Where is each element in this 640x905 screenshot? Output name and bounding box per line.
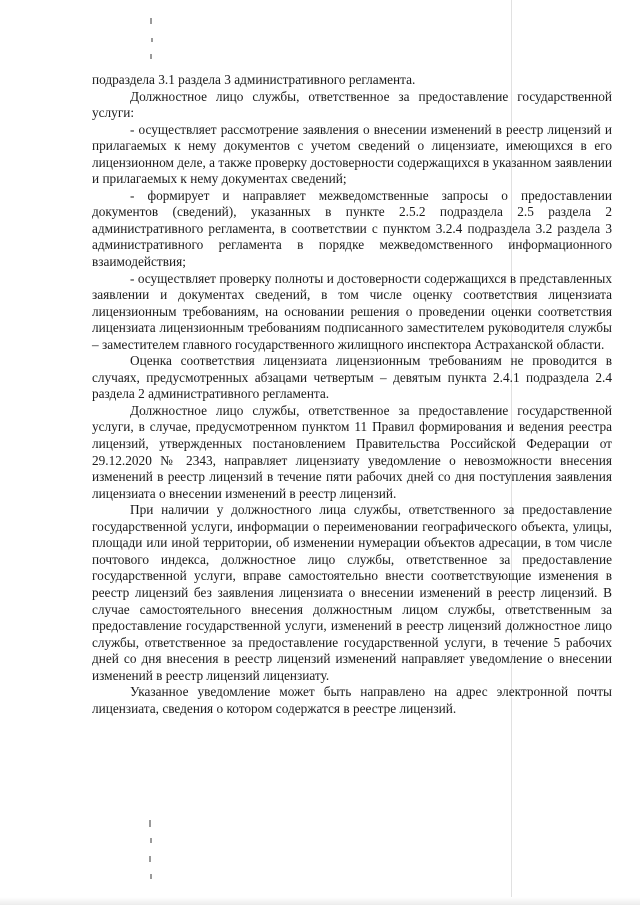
paragraph: Должностное лицо службы, ответственное за предоставление государственной услуги: [92,88,612,121]
scan-speck [150,838,152,843]
paragraph: подраздела 3.1 раздела 3 административного регламента. [92,72,416,87]
paragraph: - осуществляет рассмотрение заявления о внесении изменений в реестр лицензий и прилагаемых к нему документов с учетом сведений о лицензиате, имеющихся в его лицензионном деле, а также проверку достоверности содержащихся в указанном заявлении и прилагаемых к нему документах сведений; [92,121,612,187]
scan-speck [150,54,152,59]
paragraph: Должностное лицо службы, ответственное за предоставление государственной услуги, в случае, предусмотренном пунктом 11 Правил формирования и ведения реестра лицензий, утвержденных постановлением Правительства Российской Федерации от 29.12.2020 № 2343, направляет лицензиату уведомление о невозможности внесения изменений в реестр лицензий в течение пяти рабочих дней со дня поступления заявления лицензиата о внесении изменений в реестр лицензий. [92,402,612,501]
scan-speck [151,38,153,42]
scan-bottom-edge [0,897,640,905]
paragraph: При наличии у должностного лица службы, ответственного за предоставление государственной услуги, информации о переименовании географического объекта, улицы, площади или иной территории, об изменении нумерации объектов адресации, в том числе почтового индекса, должностное лицо службы, ответственное за предоставление государственной услуги, вправе самостоятельно внести соответствующие изменения в реестр лицензий без заявления лицензиата о внесении изменений в реестр лицензий. В случае самостоятельного внесения должностным лицом службы, ответственным за предоставление государственной услуги, изменений в реестр лицензий должностное лицо службы, ответственное за предоставление государственной услуги, в течение 5 рабочих дней со дня внесения в реестр лицензий изменений направляет уведомление о внесении изменений в реестр лицензий лицензиату. [92,502,612,683]
paragraph: Оценка соответствия лицензиата лицензионным требованиям не проводится в случаях, предусмотренных абзацами четвертым – девятым пункта 2.4.1 подраздела 2.4 раздела 2 административного регламента. [92,353,612,402]
scan-speck [150,874,152,879]
paragraph: - осуществляет проверку полноты и достоверности содержащихся в представленных заявлении и документах сведений, в том числе оценку соответствия лицензиата лицензионным требованиям, на основании решения о проведении оценки соответствия лицензиата лицензионным требованиям подписанного заместителем руководителя службы – заместителем главного государственного жилищного инспектора Астраханской области. [92,270,612,352]
scan-speck [149,856,151,862]
scan-speck [150,18,152,24]
scan-speck [149,820,151,827]
paragraph: - формирует и направляет межведомственные запросы о предоставлении документов (сведений), указанных в пункте 2.5.2 подраздела 2.5 раздела 2 административного регламента, в соответствии с пунктом 3.2.4 подраздела 3.2 раздела 3 административного регламента в порядке межведомственного информационного взаимодействия; [92,187,612,270]
paragraph: Указанное уведомление может быть направлено на адрес электронной почты лицензиата, сведения о котором содержатся в реестре лицензий. [92,684,612,716]
document-page [92,72,612,717]
